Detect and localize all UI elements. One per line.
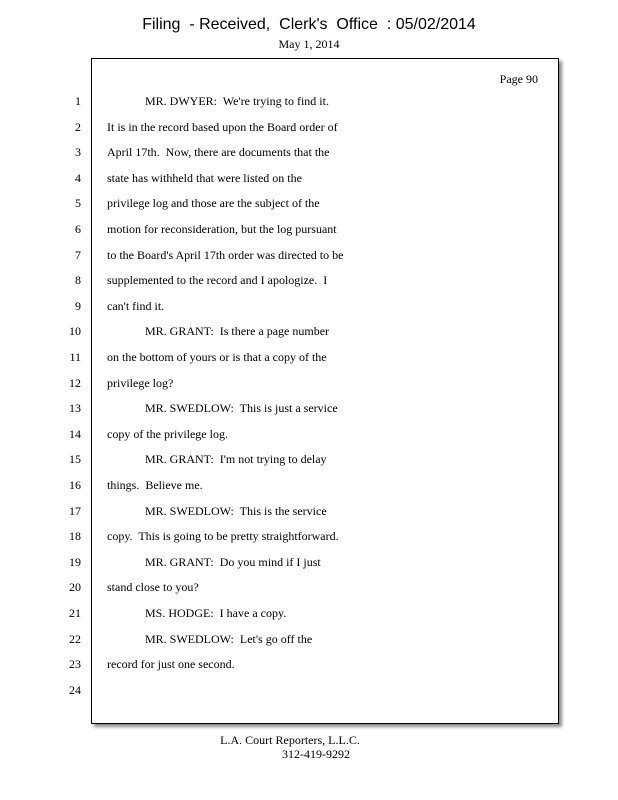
transcript-line: MR. DWYER: We're trying to find it. [145, 94, 329, 108]
line-number: 24 [69, 683, 81, 697]
transcript-line: state has withheld that were listed on the [107, 171, 302, 185]
transcript-line: supplemented to the record and I apologize. I [107, 273, 328, 287]
line-number: 21 [69, 606, 81, 620]
line-number: 2 [75, 120, 81, 134]
transcript-line: to the Board's April 17th order was directed to be [107, 248, 344, 262]
line-number: 7 [75, 248, 81, 262]
transcript-line: MR. SWEDLOW: Let's go off the [145, 632, 313, 646]
filing-stamp-header: Filing - Received, Clerk's Office : 05/02/2014 [142, 16, 476, 33]
transcript-line: on the bottom of yours or is that a copy of the [107, 350, 327, 364]
line-number: 12 [69, 376, 81, 390]
line-number: 22 [69, 632, 81, 646]
transcript-line: MR. GRANT: Is there a page number [145, 324, 330, 338]
transcript-line: things. Believe me. [107, 478, 203, 492]
line-number: 17 [69, 504, 81, 518]
line-number: 4 [75, 171, 81, 185]
transcript-line: It is in the record based upon the Board order of [107, 120, 338, 134]
line-number: 6 [75, 222, 81, 236]
line-number: 9 [75, 299, 81, 313]
line-number: 10 [69, 324, 81, 338]
page-number: Page 90 [499, 72, 538, 86]
transcript-line: motion for reconsideration, but the log pursuant [107, 222, 337, 236]
transcript-line: MR. GRANT: I'm not trying to delay [145, 452, 327, 466]
transcript-line: MR. SWEDLOW: This is the service [145, 504, 327, 518]
line-number: 16 [69, 478, 81, 492]
transcript-line: privilege log? [107, 376, 174, 390]
transcript-line: April 17th. Now, there are documents that the [107, 145, 330, 159]
line-number: 1 [75, 94, 81, 108]
line-number: 20 [69, 580, 81, 594]
line-number: 18 [69, 529, 81, 543]
transcript-line: stand close to you? [107, 580, 199, 594]
transcript-line: privilege log and those are the subject of the [107, 196, 320, 210]
line-number: 14 [69, 427, 81, 441]
transcript-date: May 1, 2014 [278, 37, 340, 51]
footer-phone: 312-419-9292 [282, 747, 350, 761]
transcript-line: MS. HODGE: I have a copy. [145, 606, 287, 620]
transcript-line: can't find it. [107, 299, 165, 313]
line-number: 13 [69, 401, 81, 415]
footer-company: L.A. Court Reporters, L.L.C. [220, 733, 360, 747]
line-number: 8 [75, 273, 81, 287]
transcript-line: copy of the privilege log. [107, 427, 228, 441]
line-number: 15 [69, 452, 81, 466]
line-number: 5 [75, 196, 81, 210]
transcript-line: copy. This is going to be pretty straightforward. [107, 529, 339, 543]
line-number: 19 [69, 555, 81, 569]
line-number: 3 [75, 145, 81, 159]
line-number: 11 [69, 350, 81, 364]
transcript-line: MR. GRANT: Do you mind if I just [145, 555, 321, 569]
line-number: 23 [69, 657, 81, 671]
transcript-line: record for just one second. [107, 657, 235, 671]
transcript-line: MR. SWEDLOW: This is just a service [145, 401, 338, 415]
